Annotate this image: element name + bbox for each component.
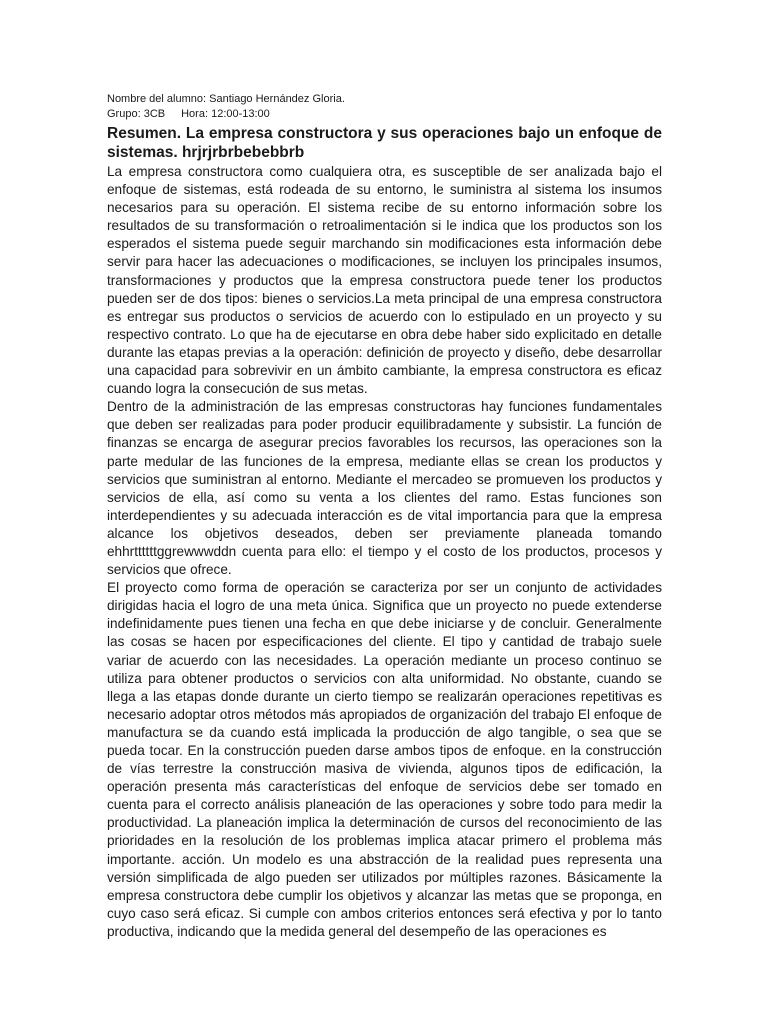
document-title: Resumen. La empresa constructora y sus operaciones bajo un enfoque de sistemas. hrjrjrbrbebebbrb	[107, 125, 662, 161]
student-name-label: Nombre del alumno:	[107, 93, 207, 105]
group-label: Grupo:	[107, 108, 141, 120]
paragraph-2: Dentro de la administración de las empresas constructoras hay funciones fundamentales que deben ser realizadas para poder producir equilibradamente y subsistir. La función de finanzas se encarga de asegurar precios favorables los recursos, las operaciones son la parte medular de las funciones de la empresa, mediante ellas se crean los productos y servicios que suministran al entorno. Mediante el mercadeo se promueven los productos y servicios de ella, así como su venta a los clientes del ramo. Estas funciones son interdependientes y su adecuada interacción es de vital importancia para que la empresa alcance los objetivos deseados, deben ser previamente planeada tomando ehhrttttttggrewwwddn cuenta para ello: el tiempo y el costo de los productos, procesos y servicios que ofrece.	[107, 399, 662, 578]
student-name: Santiago Hernández Gloria.	[209, 93, 345, 105]
paragraph-3: El proyecto como forma de operación se caracteriza por ser un conjunto de actividades dirigidas hacia el logro de una meta única. Significa que un proyecto no puede extenderse indefinidamente pues tienen una fecha en que debe iniciarse y de concluir. Generalmente las cosas se hacen por especificaciones del cliente. El tipo y cantidad de trabajo suele variar de acuerdo con las necesidades. La operación mediante un proceso continuo se utiliza para obtener productos o servicios con alta uniformidad. No obstante, cuando se llega a las etapas donde durante un cierto tiempo se realizarán operaciones repetitivas es necesario adoptar otros métodos más apropiados de organización del trabajo El enfoque de manufactura se da cuando está implicada la producción de algo tangible, o sea que se pueda tocar. En la construcción pueden darse ambos tipos de enfoque. en la construcción de vías terrestre la construcción masiva de vivienda, algunos tipos de edificación, la operación presenta más características del enfoque de servicios debe ser tomado en cuenta para el correcto análisis planeación de las operaciones y sobre todo para medir la productividad. La planeación implica la determinación de cursos del reconocimiento de las prioridades en la resolución de los problemas implica atacar primero el problema más importante. acción. Un modelo es una abstracción de la realidad pues representa una versión simplificada de algo pueden ser utilizados por múltiples razones. Básicamente la empresa constructora debe cumplir los objetivos y alcanzar las metas que se proponga, en cuyo caso será eficaz. Si cumple con ambos criterios entonces será efectiva y por lo tanto productiva, indicando que la medida general del desempeño de las operaciones es	[107, 580, 662, 939]
paragraph-1: La empresa constructora como cualquiera otra, es susceptible de ser analizada bajo el enfoque de sistemas, está rodeada de su entorno, le suministra al sistema los insumos necesarios para su operación. El sistema recibe de su entorno información sobre los resultados de su transformación o retroalimentación si le indica que los productos son los esperados el sistema puede seguir marchando sin modificaciones esta información debe servir para hacer las adecuaciones o modificaciones, se incluyen los principales insumos, transformaciones y productos que la empresa constructora puede tener los productos pueden ser de dos tipos: bienes o servicios.La meta principal de una empresa constructora es entregar sus productos o servicios de acuerdo con lo estipulado en un proyecto y su respectivo contrato. Lo que ha de ejecutarse en obra debe haber sido explicitado en detalle durante las etapas previas a la operación: definición de proyecto y diseño, debe desarrollar una capacidad para sobrevivir en un ámbito cambiante, la empresa constructora es eficaz cuando logra la consecución de sus metas.	[107, 164, 662, 397]
time-label: Hora:	[181, 108, 209, 120]
group-value: 3CB	[143, 108, 166, 120]
document-page	[107, 92, 662, 941]
group-time-line	[107, 107, 662, 122]
time-value: 12:00-13:00	[211, 108, 270, 120]
student-name-line	[107, 92, 662, 107]
